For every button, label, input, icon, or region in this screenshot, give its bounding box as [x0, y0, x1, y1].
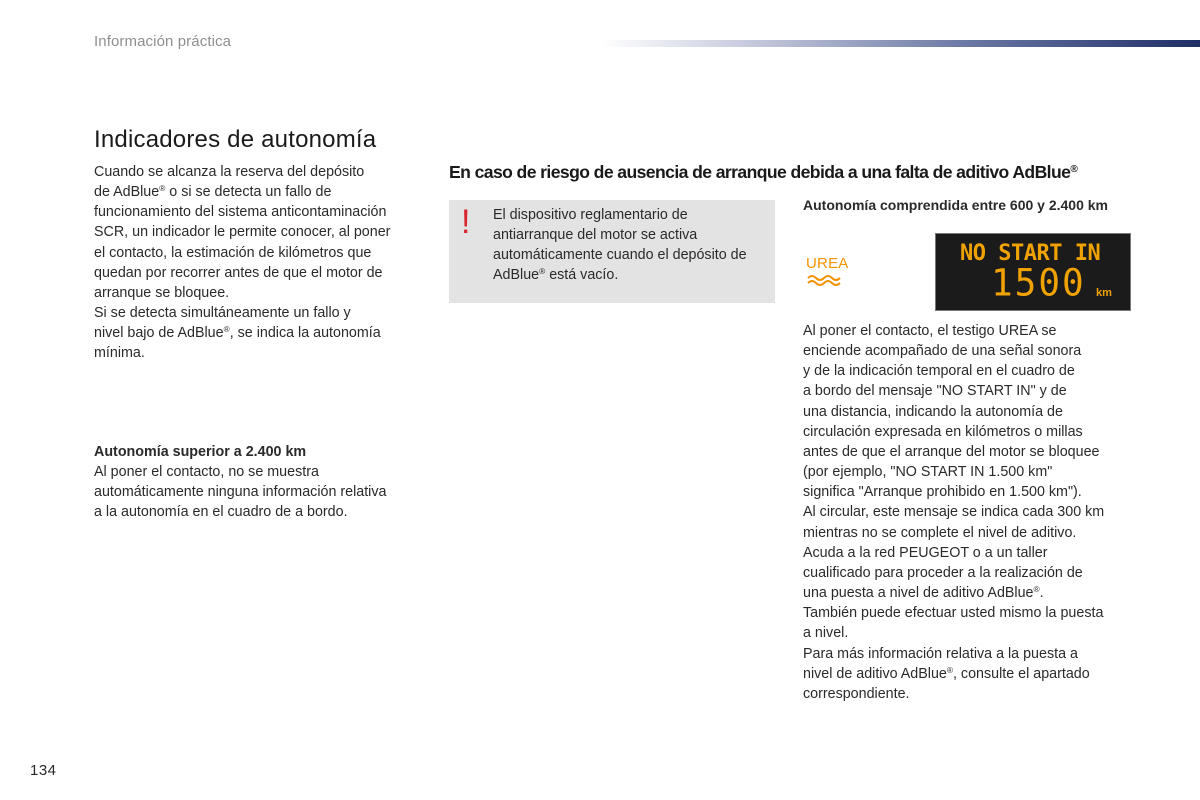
intro-line: mínima.: [94, 345, 145, 362]
range-high-section: [94, 442, 424, 523]
header-decorative-bar: [600, 40, 1200, 47]
warning-box: [449, 200, 775, 303]
range-mid-line: circulación expresada en kilómetros o millas: [803, 423, 1083, 440]
exclamation-icon: !: [461, 203, 471, 241]
range-mid-line: una puesta a nivel de aditivo AdBlue®.: [803, 584, 1044, 602]
range-mid-line: Acuda a la red PEUGEOT o a un taller: [803, 544, 1048, 561]
range-mid-line: correspondiente.: [803, 685, 910, 702]
intro-line: SCR, un indicador le permite conocer, al poner: [94, 224, 391, 241]
range-mid-line: Para más información relativa a la puesta a: [803, 645, 1078, 662]
range-high-line: Al poner el contacto, no se muestra: [94, 464, 319, 481]
range-mid-line: cualificado para proceder a la realización de: [803, 564, 1083, 581]
urea-wave-icon: [806, 274, 846, 286]
intro-line: nivel bajo de AdBlue®, se indica la autonomía: [94, 324, 381, 342]
range-mid-line: significa "Arranque prohibido en 1.500 km").: [803, 484, 1082, 501]
intro-line: arranque se bloquee.: [94, 284, 230, 301]
range-mid-line: (por ejemplo, "NO START IN 1.500 km": [803, 464, 1053, 481]
urea-warning-icon: [806, 255, 858, 289]
intro-line: funcionamiento del sistema anticontaminación: [94, 204, 387, 221]
range-mid-line: nivel de aditivo AdBlue®, consulte el apartado: [803, 664, 1090, 682]
range-mid-line: a bordo del mensaje "NO START IN" y de: [803, 383, 1067, 400]
warning-line: antiarranque del motor se activa: [493, 227, 698, 244]
range-mid-line: También puede efectuar usted mismo la puesta: [803, 605, 1104, 622]
intro-line: el contacto, la estimación de kilómetros que: [94, 244, 372, 261]
range-mid-line: antes de que el arranque del motor se bloquee: [803, 443, 1100, 460]
intro-line: quedan por recorrer antes de que el motor de: [94, 264, 383, 281]
range-mid-line: una distancia, indicando la autonomía de: [803, 403, 1063, 420]
display-unit: km: [1096, 287, 1112, 299]
section-title: Indicadores de autonomía: [94, 126, 377, 153]
warning-text: [493, 205, 775, 286]
intro-line: de AdBlue® o si se detecta un fallo de: [94, 183, 332, 201]
display-distance: 1500: [991, 261, 1086, 305]
instrument-display: [935, 233, 1131, 311]
range-mid-line: enciende acompañado de una señal sonora: [803, 343, 1082, 360]
range-high-line: automáticamente ninguna información relativa: [94, 484, 387, 501]
urea-icon-label: UREA: [806, 255, 849, 272]
warning-line: automáticamente cuando el depósito de: [493, 247, 747, 264]
range-high-line: a la autonomía en el cuadro de a bordo.: [94, 504, 348, 521]
range-mid-line: mientras no se complete el nivel de aditivo.: [803, 524, 1077, 541]
range-mid-title: Autonomía comprendida entre 600 y 2.400 km: [803, 197, 1108, 213]
warning-line: AdBlue® está vacío.: [493, 266, 619, 284]
intro-line: Si se detecta simultáneamente un fallo y: [94, 305, 351, 322]
range-mid-line: Al circular, este mensaje se indica cada 300 km: [803, 504, 1105, 521]
range-mid-line: a nivel.: [803, 625, 849, 642]
intro-line: Cuando se alcanza la reserva del depósito: [94, 164, 365, 180]
range-high-title: Autonomía superior a 2.400 km: [94, 444, 307, 460]
risk-title: En caso de riesgo de ausencia de arranque debida a una falta de aditivo AdBlue®: [449, 162, 1078, 182]
page-number: 134: [30, 762, 57, 779]
range-mid-line: Al poner el contacto, el testigo UREA se: [803, 323, 1057, 339]
display-message: NO START IN: [960, 241, 1101, 266]
range-mid-line: y de la indicación temporal en el cuadro de: [803, 363, 1075, 380]
warning-line: El dispositivo reglamentario de: [493, 207, 688, 223]
running-header-title: Información práctica: [94, 33, 232, 50]
intro-paragraph: [94, 162, 424, 364]
range-mid-description: [803, 321, 1143, 704]
